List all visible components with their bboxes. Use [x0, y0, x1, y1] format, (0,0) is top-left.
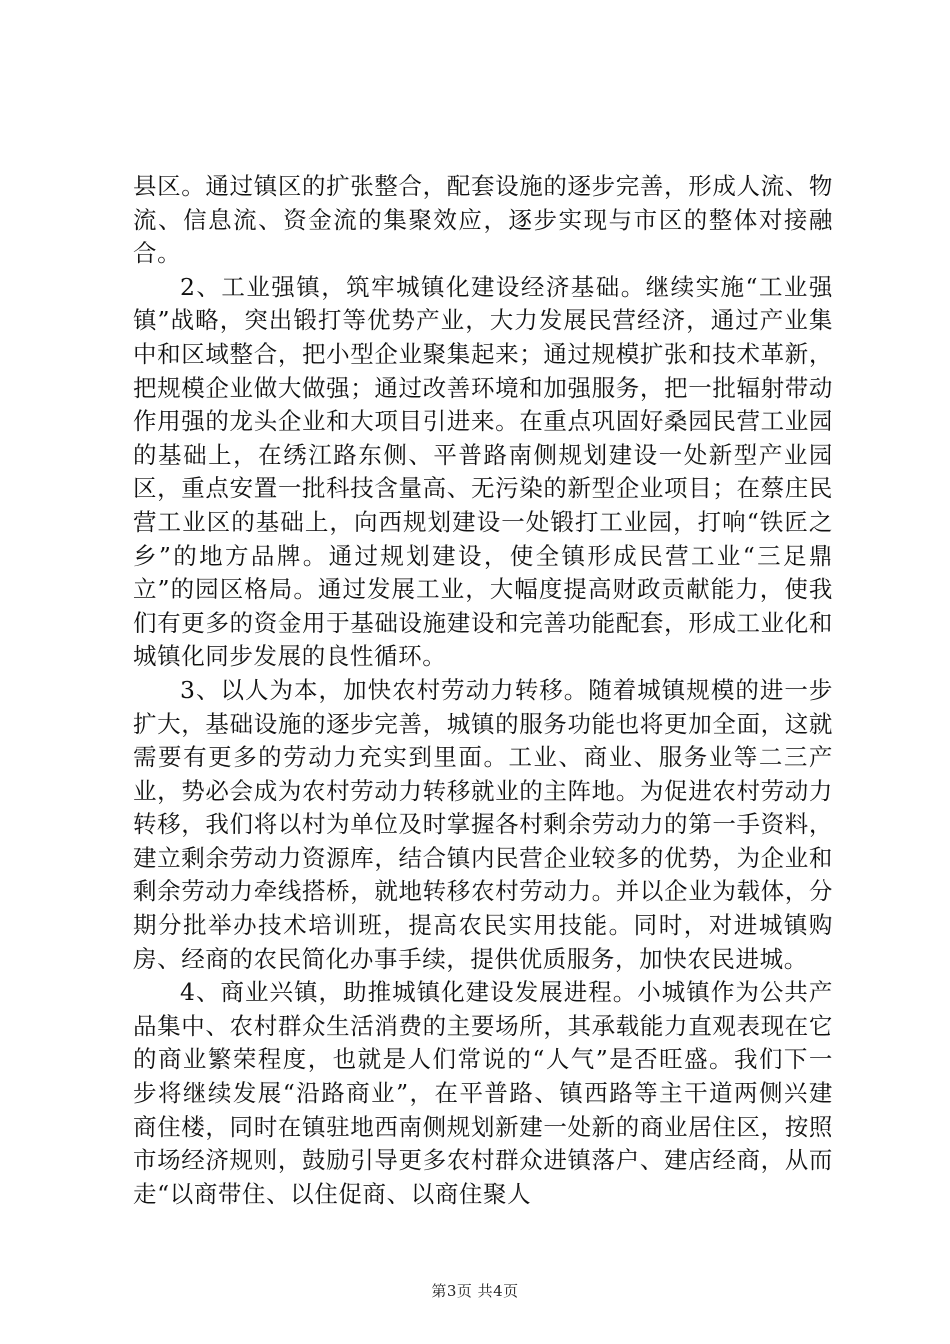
- page-footer: 第3页 共4页: [431, 1282, 519, 1300]
- paragraph-1-continuation: 县区。通过镇区的扩张整合，配套设施的逐步完善，形成人流、物流、信息流、资金流的集聚效应，逐步实现与市区的整体对接融合。: [133, 172, 833, 268]
- document-body: [133, 170, 833, 1211]
- paragraph-2-industry: 2、工业强镇，筑牢城镇化建设经济基础。继续实施“工业强镇”战略，突出锻打等优势产业，大力发展民营经济，通过产业集中和区域整合，把小型企业聚集起来；通过规模扩张和技术革新，把规模企业做大做强；通过改善环境和加强服务，把一批辐射带动作用强的龙头企业和大项目引进来。在重点巩固好桑园民营工业园的基础上，在绣江路东侧、平普路南侧规划建设一处新型产业园区，重点安置一批科技含量高、无污染的新型企业项目；在蔡庄民营工业区的基础上，向西规划建设一处锻打工业园，打响“铁匠之乡”的地方品牌。通过规划建设，使全镇形成民营工业“三足鼎立”的园区格局。通过发展工业，大幅度提高财政贡献能力，使我们有更多的资金用于基础设施建设和完善功能配套，形成工业化和城镇化同步发展的良性循环。: [133, 272, 833, 671]
- paragraph-3-labor: 3、以人为本，加快农村劳动力转移。随着城镇规模的进一步扩大，基础设施的逐步完善，城镇的服务功能也将更加全面，这就需要有更多的劳动力充实到里面。工业、商业、服务业等二三产业，势必会成为农村劳动力转移就业的主阵地。为促进农村劳动力转移，我们将以村为单位及时掌握各村剩余劳动力的第一手资料，建立剩余劳动力资源库，结合镇内民营企业较多的优势，为企业和剩余劳动力牵线搭桥，就地转移农村劳动力。并以企业为载体，分期分批举办技术培训班，提高农民实用技能。同时，对进城镇购房、经商的农民简化办事手续，提供优质服务，加快农民进城。: [133, 675, 833, 973]
- paragraph-4-commerce: 4、商业兴镇，助推城镇化建设发展进程。小城镇作为公共产品集中、农村群众生活消费的主要场所，其承载能力直观表现在它的商业繁荣程度，也就是人们常说的“人气”是否旺盛。我们下一步将继续发展“沿路商业”，在平普路、镇西路等主干道两侧兴建商住楼，同时在镇驻地西南侧规划新建一处新的商业居住区，按照市场经济规则，鼓励引导更多农村群众进镇落户、建店经商，从而走“以商带住、以住促商、以商住聚人: [133, 978, 833, 1208]
